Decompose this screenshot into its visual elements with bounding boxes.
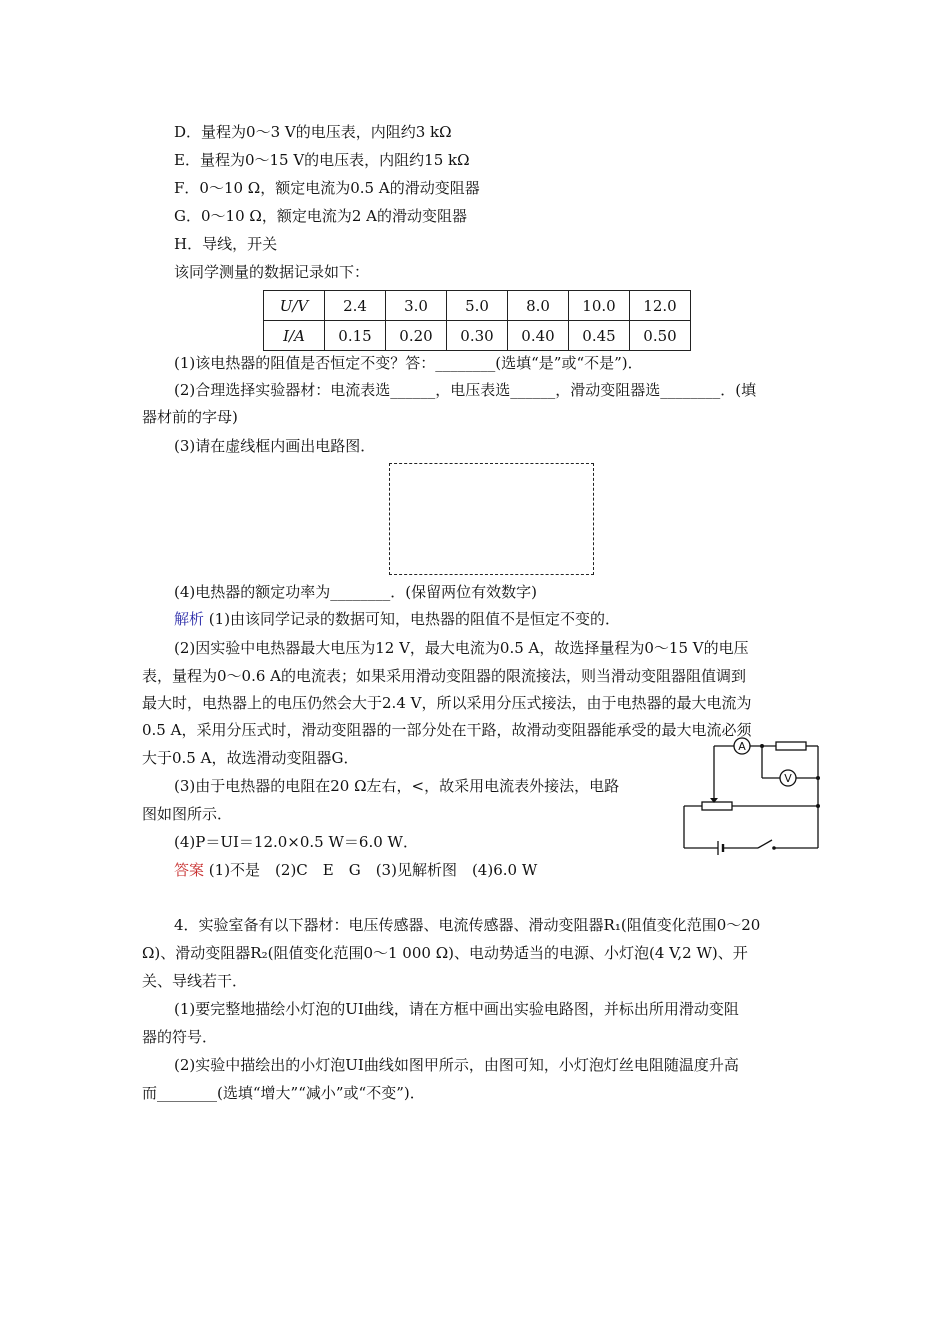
answer-label: 答案 (174, 861, 205, 879)
question-4: (4)电热器的额定功率为________．(保留两位有效数字) (174, 583, 537, 601)
table-cell: 5.0 (447, 291, 508, 321)
option-f: F．0～10 Ω，额定电流为0.5 A的滑动变阻器 (174, 179, 480, 197)
option-e: E．量程为0～15 V的电压表，内阻约15 kΩ (174, 151, 470, 169)
solution-2d: 0.5 A，采用分压式时，滑动变阻器的一部分处在干路，故滑动变阻器能承受的最大电流必须 (142, 721, 752, 739)
circuit-diagram (680, 736, 825, 862)
solution-3a: (3)由于电热器的电阻在20 Ω左右，<，故采用电流表外接法，电路 (174, 777, 620, 795)
table-cell: 0.40 (508, 321, 569, 351)
option-g: G．0～10 Ω，额定电流为2 A的滑动变阻器 (174, 207, 467, 225)
solution-2e: 大于0.5 A，故选滑动变阻器G． (142, 749, 359, 767)
solution-text: (1)由该同学记录的数据可知，电热器的阻值不是恒定不变的． (208, 610, 621, 628)
problem4-line-2: Ω)、滑动变阻器R₂(阻值变化范围0～1 000 Ω)、电动势适当的电源、小灯泡(4 V,2 W)、开 (142, 944, 748, 962)
table-cell: 0.20 (386, 321, 447, 351)
problem4-q1: (1)要完整地描绘小灯泡的UI曲线，请在方框中画出实验电路图，并标出所用滑动变阻 (174, 1000, 739, 1018)
table-cell: 0.15 (325, 321, 386, 351)
table-cell: 2.4 (325, 291, 386, 321)
voltmeter-label: V (784, 772, 792, 785)
solution-4: (4)P＝UI＝12.0×0.5 W＝6.0 W． (174, 833, 418, 851)
ammeter-label: A (738, 740, 746, 753)
problem4-line-3: 关、导线若干． (142, 972, 248, 990)
solution-line-1 (174, 609, 620, 629)
table-header-u: U/V (264, 291, 325, 321)
table-cell: 10.0 (569, 291, 630, 321)
problem4-q2-cont: 而________(选填“增大”“减小”或“不变”)． (142, 1084, 425, 1102)
table-cell: 0.30 (447, 321, 508, 351)
answer-text: (1)不是 (2)C E G (3)见解析图 (4)6.0 W (208, 861, 538, 879)
question-1: (1)该电热器的阻值是否恒定不变？答：________(选填“是”或“不是”)． (174, 354, 643, 372)
solution-2b: 表，量程为0～0.6 A的电流表；如果采用滑动变阻器的限流接法，则当滑动变阻器阻值调到 (142, 667, 747, 685)
dashed-answer-box (389, 463, 594, 575)
table-cell: 8.0 (508, 291, 569, 321)
problem4-q1-cont: 器的符号． (142, 1028, 218, 1046)
problem4-line-1: 4．实验室备有以下器材：电压传感器、电流传感器、滑动变阻器R₁(阻值变化范围0～20 (174, 916, 761, 934)
solution-2c: 最大时，电热器上的电压仍然会大于2.4 V，所以采用分压式接法，由于电热器的最大电流为 (142, 694, 752, 712)
table-header-i: I/A (264, 321, 325, 351)
measurement-table (263, 290, 691, 351)
table-row (264, 321, 691, 351)
table-cell: 3.0 (386, 291, 447, 321)
answer-line (174, 860, 537, 880)
problem4-q2: (2)实验中描绘出的小灯泡UI曲线如图甲所示，由图可知，小灯泡灯丝电阻随温度升高 (174, 1056, 739, 1074)
table-cell: 0.50 (630, 321, 691, 351)
option-d: D．量程为0～3 V的电压表，内阻约3 kΩ (174, 123, 452, 141)
solution-3b: 图如图所示． (142, 805, 233, 823)
question-2: (2)合理选择实验器材：电流表选______，电压表选______，滑动变阻器选________．(填 (174, 381, 757, 399)
data-intro: 该同学测量的数据记录如下： (174, 263, 370, 281)
table-cell: 12.0 (630, 291, 691, 321)
table-row (264, 291, 691, 321)
solution-label: 解析 (174, 610, 205, 628)
table-cell: 0.45 (569, 321, 630, 351)
question-2-cont: 器材前的字母) (142, 408, 238, 426)
question-3: (3)请在虚线框内画出电路图． (174, 437, 376, 455)
solution-2a: (2)因实验中电热器最大电压为12 V，最大电流为0.5 A，故选择量程为0～15 V的电压 (174, 639, 749, 657)
option-h: H．导线，开关 (174, 235, 278, 253)
